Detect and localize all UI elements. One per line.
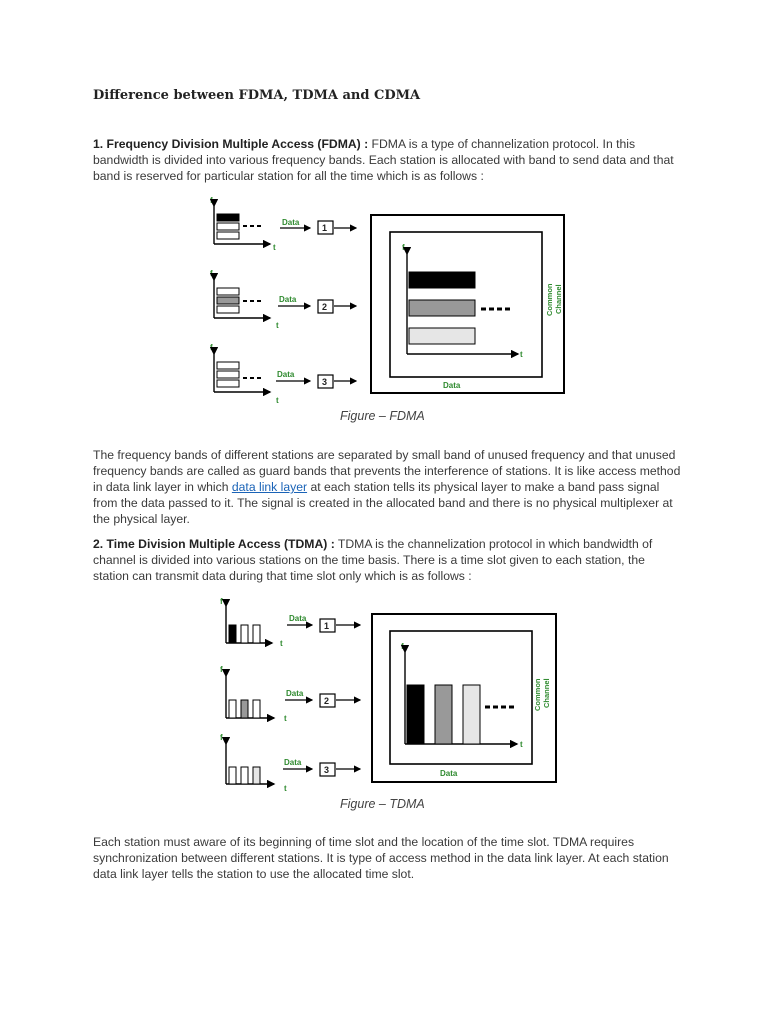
tdma-s2-t-label: t [284, 714, 287, 723]
tdma-s2-number: 2 [324, 696, 330, 706]
fdma-heading: 1. Frequency Division Multiple Access (FDMA) : [93, 137, 369, 151]
tdma-s3-f-label: f [220, 733, 223, 742]
tdma-s1-t-label: t [280, 639, 283, 648]
fdma-station-3 [210, 343, 356, 405]
tdma-channel-f-label: f [401, 642, 404, 651]
tdma-s2-f-label: f [220, 665, 223, 674]
fdma-figure [200, 192, 580, 406]
tdma-channel-data-label: Data [440, 769, 458, 778]
page-title: Difference between FDMA, TDMA and CDMA [93, 88, 421, 103]
fdma-s2-t-label: t [276, 321, 279, 330]
tdma-s3-slot-active [253, 767, 260, 784]
tdma-s1-number: 1 [324, 621, 330, 631]
fdma-channel-data-label: Data [443, 381, 461, 390]
tdma-channel-slot-3 [463, 685, 480, 744]
fdma-common-label: Common [545, 283, 554, 316]
fdma-figure-caption: Figure – FDMA [340, 409, 425, 423]
fdma-channel-band-1 [409, 272, 475, 288]
tdma-channel-t-label: t [520, 740, 523, 749]
data-link-layer-link[interactable]: data link layer [231, 480, 308, 494]
tdma-s1-f-label: f [220, 597, 223, 606]
fdma-channel-t-label: t [520, 350, 523, 359]
tdma-heading: 2. Time Division Multiple Access (TDMA) : [93, 537, 335, 551]
tdma-s2-slot-active [241, 700, 248, 718]
fdma-s2-f-label: f [210, 269, 213, 278]
fdma-channel-band-2 [409, 300, 475, 316]
fdma-s2-data-label: Data [279, 295, 297, 304]
tdma-s1-data-label: Data [289, 614, 307, 623]
tdma-intro-paragraph [93, 536, 683, 584]
fdma-s1-t-label: t [273, 243, 276, 252]
fdma-s2-band-active [217, 297, 239, 304]
fdma-s1-data-label: Data [282, 218, 300, 227]
fdma-intro-text: FDMA is a type of channelization protocol. In this bandwidth is divided into various frequency bands. Each station is allocated with band to send data and that band is reserved for particular station for all the time which is as follows : [93, 137, 674, 183]
fdma-intro-paragraph [93, 136, 683, 184]
fdma-station-2 [210, 269, 356, 330]
fdma-s2-number: 2 [322, 302, 328, 312]
fdma-body-paragraph [93, 447, 683, 527]
tdma-channel-slot-1 [407, 685, 424, 744]
tdma-station-3 [220, 733, 360, 793]
fdma-s3-number: 3 [322, 377, 328, 387]
tdma-s1-slot-active [229, 625, 236, 643]
tdma-channel-label: Channel [542, 678, 551, 708]
fdma-common-channel [371, 215, 564, 393]
fdma-s3-f-label: f [210, 343, 213, 352]
tdma-station-2 [220, 665, 360, 723]
fdma-s3-t-label: t [276, 396, 279, 405]
tdma-figure [212, 594, 562, 794]
fdma-channel-label: Channel [554, 284, 563, 314]
tdma-common-channel [372, 614, 556, 782]
tdma-intro-text: TDMA is the channelization protocol in which bandwidth of channel is divided into various stations on the time basis. There is a time slot given to each station, the station can transmit data during that time slot only which is as follows : [93, 537, 653, 583]
tdma-body-text: Each station must aware of its beginning of time slot and the location of the time slot. TDMA requires synchronization between different stations. It is type of access method in the data link layer. At each station data link layer tells the station to use the allocated time slot. [93, 835, 669, 881]
fdma-station-1 [210, 196, 356, 252]
tdma-s3-t-label: t [284, 784, 287, 793]
fdma-s3-data-label: Data [277, 370, 295, 379]
tdma-station-1 [220, 597, 360, 648]
fdma-body-text-2: at each station tells its physical layer to make a band pass signal from the data passed to it. The signal is created in the allocated band and there is no physical multiplexer at the physical layer. [93, 480, 673, 526]
fdma-s1-band-active [217, 214, 239, 221]
fdma-s3-band-active [217, 380, 239, 387]
fdma-s1-number: 1 [322, 223, 328, 233]
fdma-channel-band-3 [409, 328, 475, 344]
fdma-channel-f-label: f [402, 243, 405, 252]
tdma-common-label: Common [533, 678, 542, 711]
fdma-s1-f-label: f [210, 196, 213, 205]
tdma-s3-data-label: Data [284, 758, 302, 767]
tdma-channel-slot-2 [435, 685, 452, 744]
tdma-body-paragraph [93, 834, 683, 882]
tdma-s2-data-label: Data [286, 689, 304, 698]
tdma-figure-caption: Figure – TDMA [340, 797, 425, 811]
tdma-s3-number: 3 [324, 765, 330, 775]
fdma-body-text-1: The frequency bands of different stations are separated by small band of unused frequency and that unused frequency bands are called as guard bands that prevents the interference of stations. It is like access method in data link layer in which [93, 448, 681, 494]
